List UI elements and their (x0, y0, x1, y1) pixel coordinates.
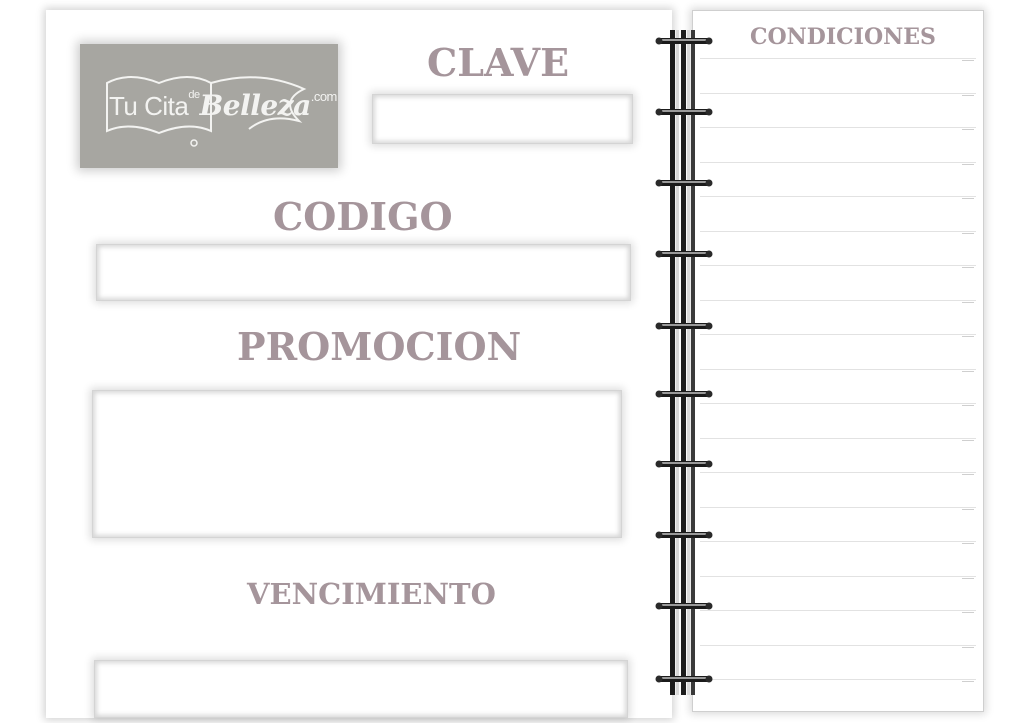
spiral-ring-icon (655, 601, 713, 611)
ruled-line-tick (962, 129, 974, 130)
ruled-line-tick (962, 405, 974, 406)
ruled-line (700, 93, 976, 94)
ruled-line (700, 162, 976, 163)
brand-logo (80, 44, 338, 168)
ruled-line-tick (962, 509, 974, 510)
spiral-spine (668, 30, 698, 695)
ruled-line-tick (962, 612, 974, 613)
ruled-line (700, 196, 976, 197)
ruled-line-tick (962, 543, 974, 544)
ruled-line (700, 58, 976, 59)
spiral-ring-icon (655, 178, 713, 188)
promocion-label: PROMOCION (237, 324, 522, 369)
condiciones-title: CONDICIONES (750, 24, 936, 50)
logo-graphic (99, 61, 337, 151)
logo-brand-main: Tu Cita (109, 91, 189, 121)
clave-label: CLAVE (427, 40, 570, 85)
ruled-line (700, 645, 976, 646)
ruled-line-tick (962, 578, 974, 579)
spiral-ring-icon (655, 389, 713, 399)
ruled-line (700, 472, 976, 473)
ruled-line-tick (962, 336, 974, 337)
ruled-line (700, 541, 976, 542)
logo-brand-com: .com (310, 89, 337, 104)
logo-brand-belleza: Belleza (199, 89, 311, 122)
codigo-input[interactable] (96, 244, 631, 301)
ruled-line-tick (962, 371, 974, 372)
ruled-line-tick (962, 233, 974, 234)
right-page (692, 10, 984, 712)
spiral-ring-icon (655, 36, 713, 46)
ruled-line-tick (962, 164, 974, 165)
ruled-line (700, 127, 976, 128)
ruled-line (700, 231, 976, 232)
logo-wordmark (109, 89, 337, 122)
logo-brand-de: de (188, 89, 200, 101)
promocion-textarea[interactable] (92, 390, 622, 538)
spiral-ring-icon (655, 249, 713, 259)
ruled-line-tick (962, 647, 974, 648)
ruled-line (700, 679, 976, 680)
ruled-line-tick (962, 681, 974, 682)
spiral-ring-icon (655, 459, 713, 469)
codigo-label: CODIGO (273, 194, 453, 239)
ruled-line-tick (962, 267, 974, 268)
vencimiento-label: VENCIMIENTO (247, 577, 496, 611)
ruled-line (700, 265, 976, 266)
spiral-ring-icon (655, 107, 713, 117)
ruled-line-tick (962, 95, 974, 96)
ruled-line-tick (962, 302, 974, 303)
ruled-line (700, 507, 976, 508)
ruled-line (700, 403, 976, 404)
ruled-line-tick (962, 440, 974, 441)
clave-input[interactable] (372, 94, 633, 144)
ruled-line (700, 300, 976, 301)
ruled-line-tick (962, 474, 974, 475)
ruled-line (700, 576, 976, 577)
ruled-line-tick (962, 198, 974, 199)
ruled-line-tick (962, 60, 974, 61)
ruled-line (700, 438, 976, 439)
spiral-ring-icon (655, 674, 713, 684)
spiral-ring-icon (655, 530, 713, 540)
ruled-line (700, 334, 976, 335)
ruled-line (700, 610, 976, 611)
spiral-ring-icon (655, 321, 713, 331)
ruled-line (700, 369, 976, 370)
vencimiento-input[interactable] (94, 660, 628, 718)
